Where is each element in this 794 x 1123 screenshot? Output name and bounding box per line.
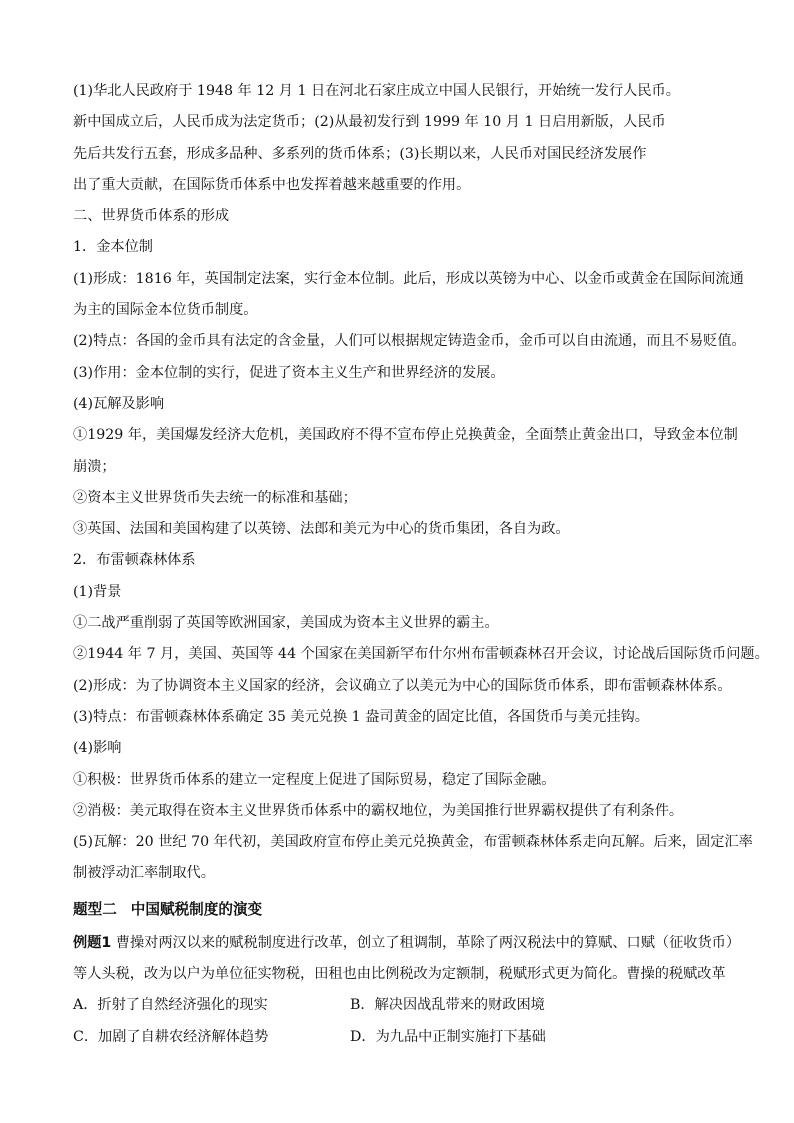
gold-formation-line: 为主的国际金本位货币制度。 — [73, 302, 258, 319]
bretton-impact-item: ①积极：世界货币体系的建立一定程度上促进了国际贸易，稳定了国际金融。 — [73, 771, 556, 788]
gold-collapse-item: ①1929 年，美国爆发经济大危机，美国政府不得不宣布停止兑换黄金，全面禁止黄金出口，导致金本位制 — [73, 427, 738, 444]
example-label: 例题1 — [73, 934, 112, 951]
gold-role: (3)作用：金本位制的实行，促进了资本主义生产和世界经济的发展。 — [73, 364, 505, 381]
bretton-impact-item: ②消极：美元取得在资本主义世界货币体系中的霸权地位，为美国推行世界霸权提供了有利条件。 — [73, 802, 684, 819]
bretton-features: (3)特点：布雷顿森林体系确定 35 美元兑换 1 盎司黄金的固定比值，各国货币与美元挂钩。 — [73, 708, 649, 725]
bretton-background-title: (1)背景 — [73, 583, 122, 600]
question-type-label: 题型二 — [73, 900, 117, 918]
bretton-formation: (2)形成：为了协调资本主义国家的经济，会议确立了以美元为中心的国际货币体系，即布雷顿森林体系。 — [73, 677, 732, 694]
option-d[interactable]: D．为九品中正制实施打下基础 — [350, 1028, 546, 1045]
bretton-background-item: ①二战严重削弱了英国等欧洲国家，美国成为资本主义世界的霸主。 — [73, 615, 499, 632]
subsection-heading-gold-standard: 1．金本位制 — [73, 239, 153, 256]
gold-collapse-title: (4)瓦解及影响 — [73, 395, 165, 412]
intro-line: 出了重大贡献，在国际货币体系中也发挥着越来越重要的作用。 — [73, 176, 471, 193]
gold-collapse-item: 崩溃； — [73, 458, 116, 475]
example-stem-text: 曹操对两汉以来的赋税制度进行改革，创立了租调制，革除了两汉税法中的算赋、口赋（征收货币） — [115, 934, 741, 951]
gold-features: (2)特点：各国的金币具有法定的含金量，人们可以根据规定铸造金币，金币可以自由流通，而且不易贬值。 — [73, 333, 746, 350]
option-a[interactable]: A．折射了自然经济强化的现实 — [73, 997, 268, 1014]
intro-line: 先后共发行五套，形成多品种、多系列的货币体系；(3)长期以来，人民币对国民经济发展作 — [73, 145, 647, 162]
section-heading: 二、世界货币体系的形成 — [73, 208, 230, 225]
intro-line: 新中国成立后，人民币成为法定货币；(2)从最初发行到 1999 年 10 月 1 日启用新版，人民币 — [73, 114, 666, 131]
question-type-title: 中国赋税制度的演变 — [130, 900, 263, 918]
option-c[interactable]: C．加剧了自耕农经济解体趋势 — [73, 1028, 269, 1045]
options-row — [73, 990, 724, 1021]
gold-collapse-item: ③英国、法国和美国构建了以英镑、法郎和美元为中心的货币集团，各自为政。 — [73, 521, 570, 538]
subsection-heading-bretton-woods: 2．布雷顿森林体系 — [73, 552, 196, 569]
bretton-impact-title: (4)影响 — [73, 740, 122, 757]
options-row — [73, 1022, 724, 1053]
gold-collapse-item: ②资本主义世界货币失去统一的标准和基础； — [73, 489, 357, 506]
bretton-collapse-line: 制被浮动汇率制取代。 — [73, 865, 215, 882]
bretton-collapse-line: (5)瓦解：20 世纪 70 年代初，美国政府宣布停止美元兑换黄金，布雷顿森林体系走向瓦解。后来，固定汇率 — [73, 834, 753, 851]
gold-formation-line: (1)形成：1816 年，英国制定法案，实行金本位制。此后，形成以英镑为中心、以金币或黄金在国际间流通 — [73, 270, 744, 287]
option-b[interactable]: B．解决因战乱带来的财政困境 — [350, 997, 545, 1014]
intro-line: (1)华北人民政府于 1948 年 12 月 1 日在河北石家庄成立中国人民银行，开始统一发行人民币。 — [73, 83, 680, 99]
intro-paragraph — [73, 76, 724, 201]
question-type-heading — [73, 892, 724, 928]
example-stem-line: 等人头税，改为以户为单位征实物税，田租也由比例税改为定额制，税赋形式更为简化。曹操的税赋改革 — [73, 966, 726, 983]
bretton-background-item: ②1944 年 7 月，美国、英国等 44 个国家在美国新罕布什尔州布雷顿森林召开会议，讨论战后国际货币问题。 — [73, 646, 769, 663]
example-stem-line — [73, 928, 741, 959]
